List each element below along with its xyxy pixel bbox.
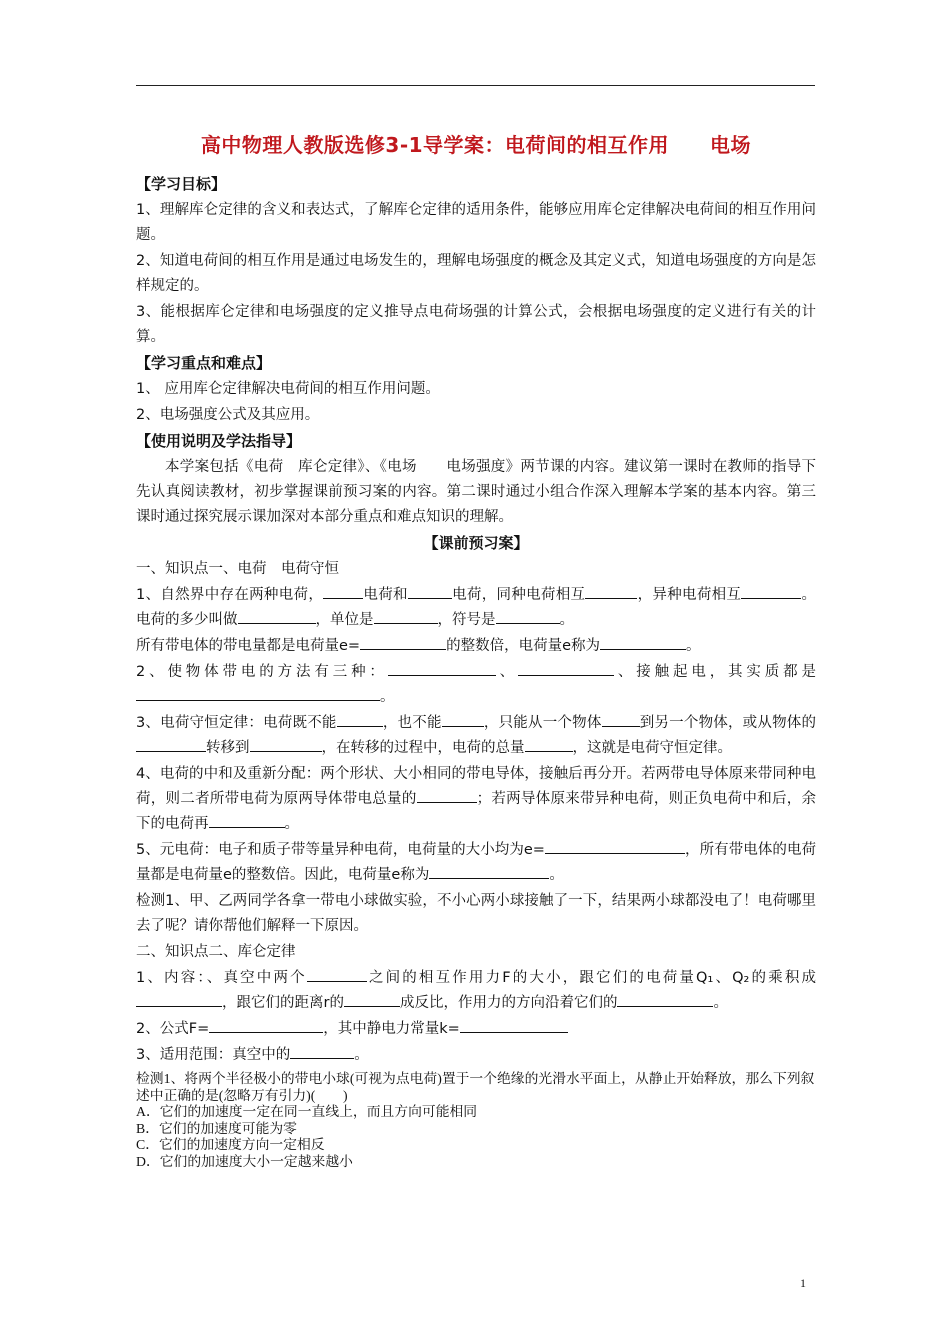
- goal-item: 2、知道电荷间的相互作用是通过电场发生的，理解电场强度的概念及其定义式，知道电场强度的方向是怎样规定的。: [136, 253, 816, 294]
- part2-q2: 2、公式F= ，其中静电力常量k=: [136, 1017, 816, 1042]
- fill-blank[interactable]: [496, 609, 560, 624]
- preview-heading: 【课前预习案】: [423, 534, 529, 552]
- fill-blank[interactable]: [417, 788, 477, 803]
- key-item: 1、 应用库仑定律解决电荷间的相互作用问题。: [136, 381, 440, 397]
- page-number: 1: [800, 1276, 806, 1290]
- part2-q1: 1、内容：、真空中两个 之间的相互作用力F的大小，跟它们的电荷量Q₁、Q₂的乘积成，跟它们的距离r的 成反比，作用力的方向沿着它们的 。: [136, 966, 816, 1016]
- part1-q1b: 所有带电体的带电量都是电荷量e= 的整数倍，电荷量e称为 。: [136, 634, 816, 659]
- fill-blank[interactable]: [460, 1018, 568, 1033]
- fill-blank[interactable]: [209, 813, 285, 828]
- usage-heading: 【使用说明及学法指导】: [136, 432, 302, 450]
- part1-q1: 1、自然界中存在两种电荷， 电荷和 电荷，同种电荷相互 ，异种电荷相互 。电荷的多少叫做 ，单位是 ，符号是 。: [136, 583, 816, 633]
- fill-blank[interactable]: [518, 661, 614, 676]
- option-a: A．它们的加速度一定在同一直线上，而且方向可能相同: [136, 1104, 478, 1119]
- goal-item: 3、能根据库仑定律和电场强度的定义推导点电荷场强的计算公式，会根据电场强度的定义进行有关的计算。: [136, 304, 816, 345]
- goals-heading: 【学习目标】: [136, 175, 227, 193]
- fill-blank[interactable]: [344, 992, 400, 1007]
- fill-blank[interactable]: [585, 584, 637, 599]
- fill-blank[interactable]: [429, 864, 549, 879]
- goal-item: 1、理解库仑定律的含义和表达式，了解库仑定律的适用条件，能够应用库仑定律解决电荷间的相互作用问题。: [136, 202, 816, 243]
- content: [136, 128, 816, 1170]
- part1-q3: 3、电荷守恒定律：电荷既不能 ，也不能 ，只能从一个物体 到另一个物体，或从物体的转移到 ，在转移的过程中，电荷的总量 ，这就是电荷守恒定律。: [136, 711, 816, 761]
- key-heading: 【学习重点和难点】: [136, 354, 272, 372]
- fill-blank[interactable]: [323, 584, 363, 599]
- fill-blank[interactable]: [741, 584, 801, 599]
- fill-blank[interactable]: [545, 839, 685, 854]
- fill-blank[interactable]: [136, 737, 206, 752]
- fill-blank[interactable]: [136, 992, 222, 1007]
- fill-blank[interactable]: [250, 737, 322, 752]
- fill-blank[interactable]: [337, 712, 383, 727]
- part1-q2: 2、使物体带电的方法有三种： 、 、接触起电，其实质都是。: [136, 660, 816, 710]
- part2-check1: 检测1、将两个半径极小的带电小球(可视为点电荷)置于一个绝缘的光滑水平面上，从静止开始释放，那么下列叙述中正确的是(忽略万有引力)( ): [136, 1071, 815, 1103]
- fill-blank[interactable]: [525, 737, 573, 752]
- part2-q3: 3、适用范围：真空中的 。: [136, 1043, 816, 1068]
- option-c: C．它们的加速度方向一定相反: [136, 1137, 325, 1152]
- page-title: 高中物理人教版选修3-1导学案：电荷间的相互作用 电场: [200, 133, 752, 157]
- option-b: B．它们的加速度可能为零: [136, 1120, 297, 1136]
- option-d: D．它们的加速度大小一定越来越小: [136, 1153, 353, 1169]
- key-item: 2、电场强度公式及其应用。: [136, 407, 320, 423]
- fill-blank[interactable]: [360, 635, 446, 650]
- fill-blank[interactable]: [238, 609, 316, 624]
- part1-heading: 一、知识点一、电荷 电荷守恒: [136, 561, 339, 577]
- fill-blank[interactable]: [442, 712, 484, 727]
- header-rule: [136, 85, 815, 86]
- fill-blank[interactable]: [290, 1044, 354, 1059]
- part1-check1: 检测1、甲、乙两同学各拿一带电小球做实验，不小心两小球接触了一下，结果两小球都没电了！电荷哪里去了呢？请你帮他们解释一下原因。: [136, 893, 816, 934]
- part1-q4: 4、电荷的中和及重新分配：两个形状、大小相同的带电导体，接触后再分开。若两带电导体原来带同种电荷，则二者所带电荷为原两导体带电总量的 ；若两导体原来带异种电荷，则正负电荷中和后，余下的电荷再 。: [136, 766, 817, 832]
- fill-blank[interactable]: [617, 992, 713, 1007]
- fill-blank[interactable]: [600, 635, 686, 650]
- fill-blank[interactable]: [602, 712, 640, 727]
- fill-blank[interactable]: [388, 661, 496, 676]
- fill-blank[interactable]: [209, 1018, 323, 1033]
- part1-q5: 5、元电荷：电子和质子带等量异种电荷，电荷量的大小均为e= ，所有带电体的电荷量都是电荷量e的整数倍。因此，电荷量e称为 。: [136, 838, 816, 888]
- fill-blank[interactable]: [374, 609, 438, 624]
- fill-blank[interactable]: [408, 584, 452, 599]
- fill-blank[interactable]: [307, 967, 367, 982]
- part2-heading: 二、知识点二、库仑定律: [136, 944, 296, 960]
- usage-paragraph: 本学案包括《电荷 库仑定律》、《电场 电场强度》两节课的内容。建议第一课时在教师的指导下先认真阅读教材，初步掌握课前预习案的内容。第二课时通过小组合作深入理解本学案的基本内容。第三课时通过探究展示课加深对本部分重点和难点知识的理解。: [136, 459, 816, 525]
- fill-blank[interactable]: [136, 686, 380, 701]
